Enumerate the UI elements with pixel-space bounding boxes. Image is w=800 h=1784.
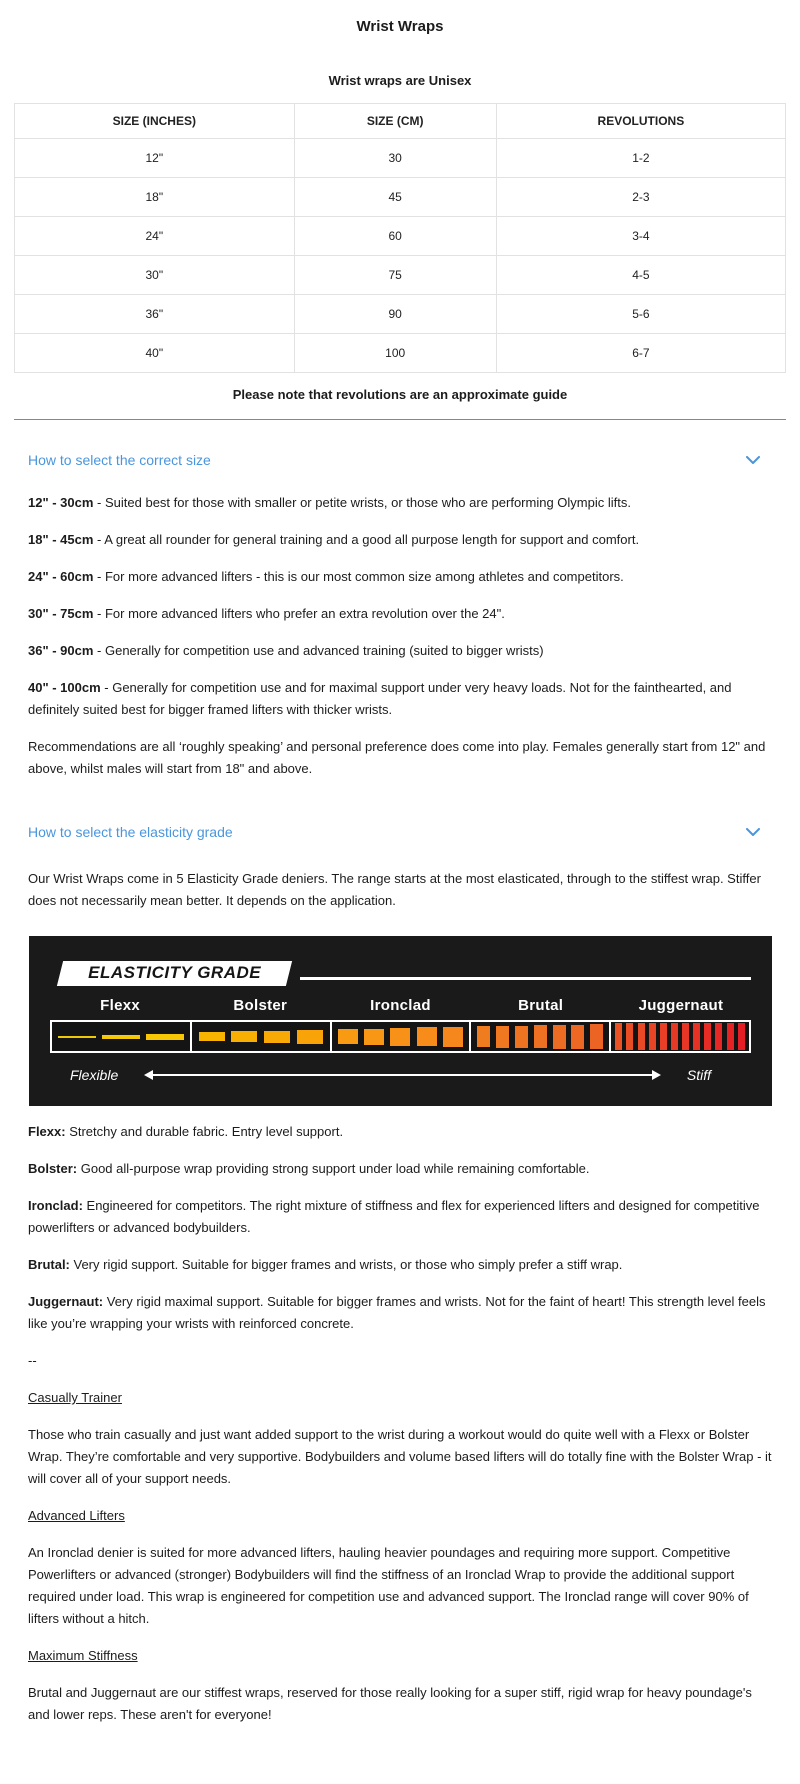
size-guide-text: - Generally for competition use and advanced training (suited to bigger wrists) xyxy=(93,643,544,658)
bar-segment xyxy=(58,1036,96,1038)
grade-description-lead: Flexx: xyxy=(28,1124,66,1139)
grade-description-text: Very rigid support. Suitable for bigger frames and wrists, or those who simply prefer a stiff wrap. xyxy=(69,1257,623,1272)
bar-segment xyxy=(738,1023,745,1050)
page-subtitle: Wrist wraps are Unisex xyxy=(328,73,472,88)
accordion-correct-size[interactable] xyxy=(14,450,786,470)
recommendation-heading xyxy=(28,1645,772,1667)
banner-rule xyxy=(300,977,751,980)
table-cell: 60 xyxy=(294,217,496,256)
recommendation-heading-text: Maximum Stiffness xyxy=(28,1648,138,1663)
arrow-right-icon xyxy=(652,1070,661,1080)
table-header-row xyxy=(15,104,786,139)
bar-segment xyxy=(553,1025,566,1049)
bar-segment xyxy=(615,1023,622,1050)
bar-segment xyxy=(515,1026,528,1048)
bar-segment xyxy=(477,1026,490,1047)
grade-descriptions-section xyxy=(14,1121,786,1335)
grade-label: Bolster xyxy=(233,997,288,1014)
bar-segment xyxy=(571,1025,584,1049)
bar-segment xyxy=(102,1035,140,1039)
bar-segment xyxy=(264,1031,290,1043)
section-divider xyxy=(14,419,786,420)
size-guide-item xyxy=(28,640,772,662)
table-cell: 45 xyxy=(294,178,496,217)
banner-title: ELASTICITY GRADE xyxy=(88,963,262,982)
table-cell: 24" xyxy=(15,217,295,256)
grade-description xyxy=(28,1195,772,1239)
grade-description xyxy=(28,1158,772,1180)
size-guide-section xyxy=(14,492,786,780)
size-guide-item xyxy=(28,566,772,588)
table-cell: 2-3 xyxy=(496,178,785,217)
column-header: SIZE (INCHES) xyxy=(15,104,295,139)
accordion-label: How to select the correct size xyxy=(28,452,211,468)
bar-section-brutal xyxy=(471,1022,611,1051)
grade-description-lead: Bolster: xyxy=(28,1161,78,1176)
flexible-label: Flexible xyxy=(70,1067,119,1083)
arrow-left-icon xyxy=(144,1070,153,1080)
table-row xyxy=(15,217,786,256)
grade-label: Flexx xyxy=(100,997,141,1014)
column-header: SIZE (CM) xyxy=(294,104,496,139)
bar-segment xyxy=(534,1025,547,1048)
grade-label: Brutal xyxy=(518,997,564,1014)
bar-segment xyxy=(727,1023,734,1050)
table-cell: 90 xyxy=(294,295,496,334)
size-guide-lead: 40" - 100cm xyxy=(28,680,101,695)
chevron-down-icon xyxy=(746,456,760,465)
recommendation-paragraph: An Ironclad denier is suited for more advanced lifters, hauling heavier poundages and requiring more support. Competitive Powerlifters or advanced (stronger) Bodybuilders will find the stiffness of an Ironclad Wrap to provide the additional support required under load. This wrap is engineered for competition use and advanced support. The Ironclad range will cover 90% of lifters without a hitch. xyxy=(28,1545,749,1626)
grade-description-text: Very rigid maximal support. Suitable for bigger frames and wrists. Not for the faint of heart! This strength level feels like you’re wrapping your wrists with reinforced concrete. xyxy=(28,1294,766,1331)
bar-segment xyxy=(649,1023,656,1050)
bar-segment xyxy=(638,1023,645,1050)
grade-description-text: Engineered for competitors. The right mixture of stiffness and flex for experienced lifters and designed for competitive powerlifters or advanced bodybuilders. xyxy=(28,1198,760,1235)
table-cell: 6-7 xyxy=(496,334,785,373)
bar-segment xyxy=(693,1023,700,1050)
size-guide-lead: 36" - 90cm xyxy=(28,643,94,658)
accordion-label: How to select the elasticity grade xyxy=(28,824,233,840)
table-row xyxy=(15,256,786,295)
table-cell: 5-6 xyxy=(496,295,785,334)
grade-description xyxy=(28,1291,772,1335)
bar-section-juggernaut xyxy=(611,1022,749,1051)
size-guide-item xyxy=(28,529,772,551)
size-guide-text: - A great all rounder for general training and a good all purpose length for support and comfort. xyxy=(93,532,640,547)
size-guide-lead: 18" - 45cm xyxy=(28,532,94,547)
size-guide-text: - Suited best for those with smaller or petite wrists, or those who are performing Olympic lifts. xyxy=(93,495,631,510)
bar-segment xyxy=(199,1032,225,1041)
recommendation-heading-text: Advanced Lifters xyxy=(28,1508,125,1523)
grade-description-text: Good all-purpose wrap providing strong support under load while remaining comfortable. xyxy=(77,1161,590,1176)
size-guide-lead: 30" - 75cm xyxy=(28,606,94,621)
flexibility-scale xyxy=(50,1067,751,1083)
size-table-body xyxy=(15,139,786,373)
bar-segment xyxy=(682,1023,689,1050)
table-cell: 18" xyxy=(15,178,295,217)
recommendations-section xyxy=(14,1387,786,1726)
grade-description-text: Stretchy and durable fabric. Entry level support. xyxy=(65,1124,344,1139)
table-cell: 40" xyxy=(15,334,295,373)
bar-segment xyxy=(496,1026,509,1048)
table-cell: 100 xyxy=(294,334,496,373)
table-cell: 36" xyxy=(15,295,295,334)
table-cell: 1-2 xyxy=(496,139,785,178)
size-guide-lead: 24" - 60cm xyxy=(28,569,94,584)
bar-section-ironclad xyxy=(332,1022,472,1051)
size-table xyxy=(14,103,786,373)
grade-description xyxy=(28,1254,772,1276)
recommendation-heading xyxy=(28,1387,772,1409)
elasticity-intro-text: Our Wrist Wraps come in 5 Elasticity Grade deniers. The range starts at the most elasticated, through to the stiffest wrap. Stiffer does not necessarily mean better. It depends on the application. xyxy=(28,871,761,908)
table-row xyxy=(15,295,786,334)
bar-segment xyxy=(338,1029,358,1044)
bar-segment xyxy=(715,1023,722,1050)
size-guide-lead: 12" - 30cm xyxy=(28,495,94,510)
grade-labels-row xyxy=(50,997,751,1014)
grade-description-lead: Juggernaut: xyxy=(28,1294,104,1309)
table-note: Please note that revolutions are an approximate guide xyxy=(232,387,568,402)
table-row xyxy=(15,334,786,373)
bar-segment xyxy=(590,1024,603,1049)
recommendation-heading xyxy=(28,1505,772,1527)
size-guide-text: - Generally for competition use and for maximal support under very heavy loads. Not for the fainthearted, and definitely suited best for bigger framed lifters with thicker wrists. xyxy=(28,680,732,717)
table-cell: 30" xyxy=(15,256,295,295)
bar-segment xyxy=(704,1023,711,1050)
bar-segment xyxy=(443,1027,463,1047)
bar-section-flexx xyxy=(52,1022,192,1051)
bar-segment xyxy=(390,1028,410,1046)
size-guide-text: - For more advanced lifters - this is our most common size among athletes and competitors. xyxy=(93,569,624,584)
grade-description-lead: Ironclad: xyxy=(28,1198,83,1213)
bar-segment xyxy=(660,1023,667,1050)
banner-title-plate xyxy=(57,961,292,986)
table-cell: 30 xyxy=(294,139,496,178)
bar-segment xyxy=(626,1023,633,1050)
page-title: Wrist Wraps xyxy=(356,18,444,35)
elasticity-grade-banner xyxy=(29,936,772,1106)
bar-segment xyxy=(146,1034,184,1040)
bar-segment xyxy=(417,1027,437,1046)
grade-description xyxy=(28,1121,772,1143)
table-cell: 75 xyxy=(294,256,496,295)
bar-segment xyxy=(364,1029,384,1045)
recommendation-paragraph: Those who train casually and just want added support to the wrist during a workout would do quite well with a Flexx or Bolster Wrap. They’re comfortable and very supportive. Bodybuilders and volume based lifters will do totally fine with the Bolster Wrap - it will cover all of your support needs. xyxy=(28,1427,772,1486)
dashes-separator: -- xyxy=(28,1353,37,1368)
size-guide-note: Recommendations are all ‘roughly speaking’ and personal preference does come into play. Females generally start from 12" and above, whilst males will start from 18" and above. xyxy=(28,739,766,776)
chevron-down-icon xyxy=(746,828,760,837)
table-row xyxy=(15,178,786,217)
bar-segment xyxy=(671,1023,678,1050)
recommendation-paragraph: Brutal and Juggernaut are our stiffest wraps, reserved for those really looking for a super stiff, rigid wrap for heavy poundage's and lower reps. These aren't for everyone! xyxy=(28,1685,752,1722)
table-row xyxy=(15,139,786,178)
column-header: REVOLUTIONS xyxy=(496,104,785,139)
double-arrow xyxy=(144,1070,661,1080)
recommendation-heading-text: Casually Trainer xyxy=(28,1390,122,1405)
size-guide-item xyxy=(28,603,772,625)
arrow-line xyxy=(153,1074,652,1076)
size-guide-item xyxy=(28,677,772,721)
size-guide-text: - For more advanced lifters who prefer an extra revolution over the 24". xyxy=(93,606,505,621)
bar-segment xyxy=(297,1030,323,1044)
banner-header xyxy=(50,961,751,985)
grade-description-lead: Brutal: xyxy=(28,1257,70,1272)
accordion-elasticity-grade[interactable] xyxy=(14,822,786,842)
table-cell: 3-4 xyxy=(496,217,785,256)
table-cell: 12" xyxy=(15,139,295,178)
table-cell: 4-5 xyxy=(496,256,785,295)
grade-label: Juggernaut xyxy=(638,997,724,1014)
elasticity-bar xyxy=(50,1020,751,1053)
elasticity-intro xyxy=(14,868,786,912)
size-guide-item xyxy=(28,492,772,514)
bar-segment xyxy=(231,1031,257,1042)
bar-section-bolster xyxy=(192,1022,332,1051)
stiff-label: Stiff xyxy=(686,1067,711,1083)
separator-text-wrap xyxy=(14,1350,786,1372)
size-table-head xyxy=(15,104,786,139)
grade-label: Ironclad xyxy=(370,997,431,1014)
